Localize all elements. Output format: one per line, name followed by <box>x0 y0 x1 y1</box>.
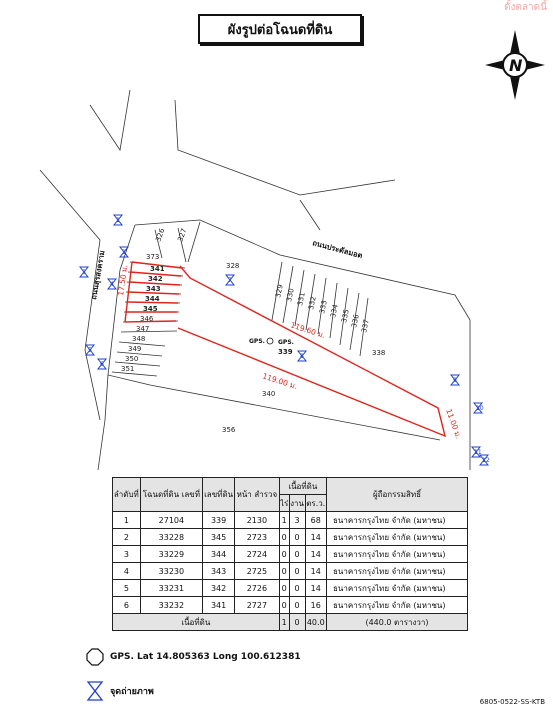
cell-seq: 2 <box>113 529 141 546</box>
col-rai: ไร่ <box>279 495 289 512</box>
cell-land: 345 <box>203 529 235 546</box>
cell-owner: ธนาคารกรุงไทย จำกัด (มหาชน) <box>327 580 468 597</box>
svg-text:349: 349 <box>128 345 142 353</box>
svg-text:328: 328 <box>226 262 240 270</box>
cell-rai: 0 <box>279 546 289 563</box>
svg-text:329: 329 <box>274 283 285 299</box>
svg-text:5: 5 <box>88 347 92 354</box>
cell-seq: 1 <box>113 512 141 529</box>
cell-wa: 16 <box>305 597 327 614</box>
svg-text:336: 336 <box>350 313 361 329</box>
document-code: 6805-0522-SS-KTB <box>479 698 545 706</box>
svg-text:337: 337 <box>360 318 371 334</box>
cell-rai: 0 <box>279 580 289 597</box>
cell-deed: 33229 <box>140 546 202 563</box>
cell-owner: ธนาคารกรุงไทย จำกัด (มหาชน) <box>327 597 468 614</box>
table-row <box>113 563 468 580</box>
svg-text:345: 345 <box>143 305 158 313</box>
svg-text:11: 11 <box>474 449 482 456</box>
cell-wa: 14 <box>305 580 327 597</box>
col-seq: ลำดับที่ <box>113 478 141 512</box>
page-title: ผังรูปต่อโฉนดที่ดิน <box>198 14 362 44</box>
total-row: เนื้อที่ดิน 1 0 40.0 (440.0 ตารางวา) <box>113 614 468 631</box>
cell-land: 344 <box>203 546 235 563</box>
cell-deed: 33230 <box>140 563 202 580</box>
svg-text:9: 9 <box>453 377 457 384</box>
svg-text:346: 346 <box>140 315 154 323</box>
svg-text:343: 343 <box>146 285 161 293</box>
svg-text:350: 350 <box>125 355 139 363</box>
cell-seq: 6 <box>113 597 141 614</box>
table-row <box>113 512 468 529</box>
svg-text:11.00 ม.: 11.00 ม. <box>444 407 464 440</box>
svg-text:119.60 ม.: 119.60 ม. <box>289 320 327 341</box>
svg-text:10: 10 <box>476 405 484 412</box>
svg-text:6: 6 <box>100 361 104 368</box>
cell-deed: 27104 <box>140 512 202 529</box>
cell-ngan: 3 <box>289 512 305 529</box>
deed-table <box>112 477 468 631</box>
svg-text:GPS.: GPS. <box>249 338 265 345</box>
svg-text:4: 4 <box>110 281 114 288</box>
photo-point-text: จุดถ่ายภาพ <box>110 687 154 697</box>
cell-wa: 14 <box>305 546 327 563</box>
col-land: เลขที่ดิน <box>203 478 235 512</box>
svg-text:3: 3 <box>82 269 86 276</box>
svg-text:332: 332 <box>307 295 318 311</box>
cell-deed: 33228 <box>140 529 202 546</box>
svg-text:12: 12 <box>482 457 490 464</box>
cell-page: 2727 <box>235 597 280 614</box>
col-deed: โฉนดที่ดิน เลขที่ <box>140 478 202 512</box>
svg-text:351: 351 <box>121 365 135 373</box>
cell-page: 2726 <box>235 580 280 597</box>
cell-ngan: 0 <box>289 580 305 597</box>
cell-wa: 14 <box>305 529 327 546</box>
svg-text:338: 338 <box>372 349 386 357</box>
svg-text:341: 341 <box>150 265 165 273</box>
svg-text:333: 333 <box>318 299 329 315</box>
cell-land: 339 <box>203 512 235 529</box>
cell-rai: 0 <box>279 597 289 614</box>
cell-owner: ธนาคารกรุงไทย จำกัด (มหาชน) <box>327 529 468 546</box>
cell-seq: 4 <box>113 563 141 580</box>
cell-ngan: 0 <box>289 546 305 563</box>
svg-text:GPS.: GPS. <box>278 339 294 346</box>
col-wa: ตร.ว. <box>305 495 327 512</box>
svg-text:330: 330 <box>285 287 296 303</box>
svg-text:N: N <box>509 56 523 75</box>
svg-text:347: 347 <box>136 325 150 333</box>
svg-text:342: 342 <box>148 275 163 283</box>
svg-text:348: 348 <box>132 335 146 343</box>
cell-page: 2724 <box>235 546 280 563</box>
svg-text:17.50 ม.: 17.50 ม. <box>116 264 130 297</box>
cell-seq: 5 <box>113 580 141 597</box>
cell-rai: 1 <box>279 512 289 529</box>
svg-text:340: 340 <box>262 390 276 398</box>
cell-seq: 3 <box>113 546 141 563</box>
cell-deed: 33232 <box>140 597 202 614</box>
svg-text:119.00 ม.: 119.00 ม. <box>261 371 299 392</box>
table-row <box>113 597 468 614</box>
cell-land: 341 <box>203 597 235 614</box>
gps-text: GPS. Lat 14.805363 Long 100.612381 <box>110 652 301 662</box>
cell-land: 342 <box>203 580 235 597</box>
svg-text:344: 344 <box>145 295 160 303</box>
cell-wa: 68 <box>305 512 327 529</box>
svg-text:326: 326 <box>154 227 167 243</box>
cell-land: 343 <box>203 563 235 580</box>
watermark: ตั้งตลาดนี้ <box>504 2 547 13</box>
cell-ngan: 0 <box>289 597 305 614</box>
col-page: หน้า สำรวจ <box>235 478 280 512</box>
svg-text:8: 8 <box>300 353 304 360</box>
cell-owner: ธนาคารกรุงไทย จำกัด (มหาชน) <box>327 563 468 580</box>
svg-text:ถนนสุรสงคราม: ถนนสุรสงคราม <box>89 249 107 301</box>
gps-octagon-icon <box>86 648 104 666</box>
svg-text:339: 339 <box>278 348 293 356</box>
svg-text:ถนนประดัลมอต: ถนนประดัลมอต <box>311 238 364 261</box>
cell-wa: 14 <box>305 563 327 580</box>
table-row <box>113 546 468 563</box>
cell-deed: 33231 <box>140 580 202 597</box>
svg-text:334: 334 <box>329 303 340 319</box>
svg-text:1: 1 <box>116 217 120 224</box>
legend <box>86 648 301 702</box>
table-row <box>113 580 468 597</box>
svg-text:327: 327 <box>176 227 189 243</box>
cell-owner: ธนาคารกรุงไทย จำกัด (มหาชน) <box>327 512 468 529</box>
photo-point-icon <box>86 680 104 702</box>
col-owner: ผู้ถือกรรมสิทธิ์ <box>327 478 468 512</box>
cell-rai: 0 <box>279 563 289 580</box>
compass-icon <box>485 30 545 100</box>
table-row <box>113 529 468 546</box>
svg-text:331: 331 <box>296 291 307 307</box>
cell-ngan: 0 <box>289 529 305 546</box>
svg-text:335: 335 <box>340 308 351 324</box>
cell-owner: ธนาคารกรุงไทย จำกัด (มหาชน) <box>327 546 468 563</box>
cell-page: 2130 <box>235 512 280 529</box>
col-area: เนื้อที่ดิน <box>279 478 326 495</box>
cell-rai: 0 <box>279 529 289 546</box>
svg-text:2: 2 <box>122 249 126 256</box>
cell-ngan: 0 <box>289 563 305 580</box>
col-ngan: งาน <box>289 495 305 512</box>
cell-page: 2725 <box>235 563 280 580</box>
svg-text:373: 373 <box>146 253 160 261</box>
cell-page: 2723 <box>235 529 280 546</box>
svg-text:7: 7 <box>228 277 232 284</box>
svg-text:356: 356 <box>222 426 236 434</box>
